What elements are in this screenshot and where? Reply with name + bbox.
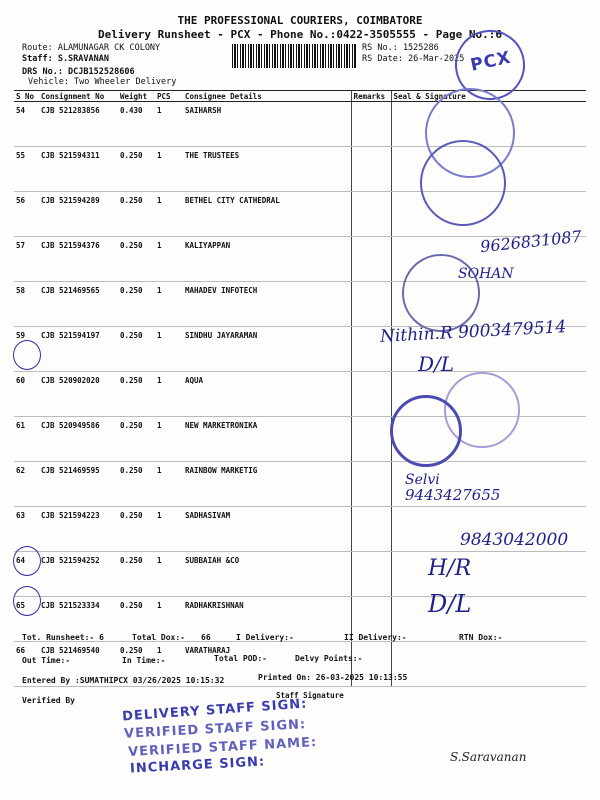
cell-sno: 61 — [14, 417, 39, 462]
rs-no-label: RS No.: 1525286 — [362, 43, 439, 53]
col-header: PCS — [155, 91, 183, 102]
i-delivery-label: I Delivery:- — [236, 633, 294, 642]
verified-by-label: Verified By — [22, 696, 75, 705]
out-time-label: Out Time:- — [22, 656, 71, 665]
cell-name: SAIHARSH — [183, 102, 351, 147]
cell-cn: CJB 521469565 — [39, 282, 118, 327]
cell-pcs: 1 — [155, 417, 183, 462]
total-pod-label: Total POD:- — [214, 654, 267, 663]
handwritten-dl: D/L — [418, 352, 455, 376]
cell-cn: CJB 521283856 — [39, 102, 118, 147]
cell-cn: CJB 520949586 — [39, 417, 118, 462]
cell-cn: CJB 521594311 — [39, 147, 118, 192]
handwritten-dl: D/L — [428, 590, 472, 618]
ii-delivery-label: II Delivery:- — [344, 633, 407, 642]
shop-seal — [390, 395, 462, 467]
entered-by: Entered By :SUMATHIPCX 03/26/2025 10:15:32 — [22, 676, 225, 685]
in-time-label: In Time:- — [122, 656, 166, 665]
cell-name: SUBBAIAH &CO — [183, 552, 351, 597]
runsheet-subtitle: Delivery Runsheet - PCX - Phone No.:0422-3505555 - Page No.:6 — [98, 28, 502, 41]
cell-sno: 63 — [14, 507, 39, 552]
cell-wt: 0.250 — [118, 147, 155, 192]
handwritten-phone: 9843042000 — [460, 530, 569, 550]
handwritten-name: Selvi — [405, 472, 440, 488]
col-header: Weight — [118, 91, 155, 102]
cell-wt: 0.250 — [118, 192, 155, 237]
cell-remarks — [351, 417, 391, 462]
total-dox-label: Total Dox:- — [132, 633, 185, 642]
handwritten-name-phone: Nithin.R 9003479514 — [379, 317, 567, 347]
cell-sno: 56 — [14, 192, 39, 237]
barcode — [232, 44, 356, 68]
cell-pcs: 1 — [155, 597, 183, 642]
cell-wt: 0.250 — [118, 327, 155, 372]
cell-sno: 60 — [14, 372, 39, 417]
cell-remarks — [351, 102, 391, 147]
cell-remarks — [351, 507, 391, 552]
cell-pcs: 1 — [155, 552, 183, 597]
cell-pcs: 1 — [155, 462, 183, 507]
cell-wt: 0.430 — [118, 102, 155, 147]
cell-wt: 0.250 — [118, 462, 155, 507]
cell-sno: 62 — [14, 462, 39, 507]
printed-on: Printed On: 26-03-2025 10:13:55 — [258, 673, 408, 682]
rtn-dox-label: RTN Dox:- — [459, 633, 503, 642]
incharge-sign-stamp: INCHARGE SIGN: — [129, 754, 266, 777]
handwritten-phone: 9443427655 — [405, 486, 501, 504]
staff-signature-handwritten: S.Saravanan — [450, 750, 527, 764]
cell-cn: CJB 521594376 — [39, 237, 118, 282]
cell-remarks — [351, 237, 391, 282]
total-dox-value: 66 — [201, 633, 211, 642]
cell-wt: 0.250 — [118, 372, 155, 417]
table-row — [14, 552, 586, 597]
cell-pcs: 1 — [155, 507, 183, 552]
cell-cn: CJB 521469595 — [39, 462, 118, 507]
rs-date-label: RS Date: 26-Mar-2025 — [362, 54, 465, 64]
cell-wt: 0.250 — [118, 417, 155, 462]
cell-wt: 0.250 — [118, 642, 155, 687]
cell-cn: CJB 520902020 — [39, 372, 118, 417]
cell-sno: 65 — [14, 597, 39, 642]
cell-sno: 64 — [14, 552, 39, 597]
cell-wt: 0.250 — [118, 507, 155, 552]
cell-remarks — [351, 147, 391, 192]
cell-sno: 54 — [14, 102, 39, 147]
cell-cn: CJB 521594289 — [39, 192, 118, 237]
cell-name: KALIYAPPAN — [183, 237, 351, 282]
cell-cn: CJB 521594223 — [39, 507, 118, 552]
cell-pcs: 1 — [155, 282, 183, 327]
cell-name: VARATHARAJ — [183, 642, 351, 687]
verified-staff-sign-stamp: VERIFIED STAFF SIGN: — [123, 717, 307, 742]
cell-sno: 66 — [14, 642, 39, 687]
vehicle-label: Vehicle: Two Wheeler Delivery — [28, 77, 177, 87]
col-header: Seal & Signature — [391, 91, 586, 102]
ink-circle — [13, 340, 41, 370]
cell-sno: 58 — [14, 282, 39, 327]
handwritten-hr: H/R — [428, 556, 472, 581]
ink-circle — [13, 586, 41, 616]
ink-circle — [13, 546, 41, 576]
cell-pcs: 1 — [155, 237, 183, 282]
drs-label: DRS No.: DCJB152528606 — [22, 67, 135, 77]
handwritten-name: SOHAN — [458, 266, 514, 282]
cell-pcs: 1 — [155, 102, 183, 147]
cell-cn: CJB 521469540 — [39, 642, 118, 687]
cell-remarks — [351, 282, 391, 327]
cell-pcs: 1 — [155, 327, 183, 372]
cell-remarks — [351, 462, 391, 507]
col-header: Remarks — [351, 91, 391, 102]
staff-signature-label: Staff Signature — [276, 691, 344, 700]
cell-remarks — [351, 552, 391, 597]
cell-name: RAINBOW MARKETIG — [183, 462, 351, 507]
cell-seal — [391, 552, 586, 597]
cell-pcs: 1 — [155, 372, 183, 417]
shop-seal — [420, 140, 506, 226]
cell-seal — [391, 642, 586, 687]
handwritten-phone: 9626831087 — [479, 226, 583, 257]
cell-remarks — [351, 372, 391, 417]
cell-pcs: 1 — [155, 192, 183, 237]
staff-label: Staff: S.SRAVANAN — [22, 54, 109, 64]
cell-wt: 0.250 — [118, 237, 155, 282]
cell-wt: 0.250 — [118, 597, 155, 642]
cell-name: AQUA — [183, 372, 351, 417]
cell-name: RADHAKRISHNAN — [183, 597, 351, 642]
cell-sno: 57 — [14, 237, 39, 282]
cell-cn: CJB 521594197 — [39, 327, 118, 372]
delvy-points-label: Delvy Points:- — [295, 654, 363, 663]
col-header: Consignment No — [39, 91, 118, 102]
cell-wt: 0.250 — [118, 552, 155, 597]
delivery-staff-sign-stamp: DELIVERY STAFF SIGN: — [121, 696, 308, 725]
cell-cn: CJB 521594252 — [39, 552, 118, 597]
cell-name: SINDHU JAYARAMAN — [183, 327, 351, 372]
cell-name: THE TRUSTEES — [183, 147, 351, 192]
cell-name: MAHADEV INFOTECH — [183, 282, 351, 327]
route-label: Route: ALAMUNAGAR CK COLONY — [22, 43, 161, 53]
cell-name: BETHEL CITY CATHEDRAL — [183, 192, 351, 237]
cell-sno: 55 — [14, 147, 39, 192]
cell-sno: 59 — [14, 327, 39, 372]
col-header: S No — [14, 91, 39, 102]
verified-staff-name-stamp: VERIFIED STAFF NAME: — [127, 735, 318, 760]
cell-pcs: 1 — [155, 642, 183, 687]
company-title: THE PROFESSIONAL COURIERS, COIMBATORE — [177, 14, 423, 27]
col-header: Consignee Details — [183, 91, 351, 102]
cell-wt: 0.250 — [118, 282, 155, 327]
cell-remarks — [351, 192, 391, 237]
tot-runsheet: Tot. Runsheet:- 6 — [22, 633, 104, 642]
cell-cn: CJB 521523334 — [39, 597, 118, 642]
cell-pcs: 1 — [155, 147, 183, 192]
pcx-stamp-text: PCX — [468, 47, 514, 76]
cell-name: NEW MARKETRONIKA — [183, 417, 351, 462]
cell-name: SADHASIVAM — [183, 507, 351, 552]
